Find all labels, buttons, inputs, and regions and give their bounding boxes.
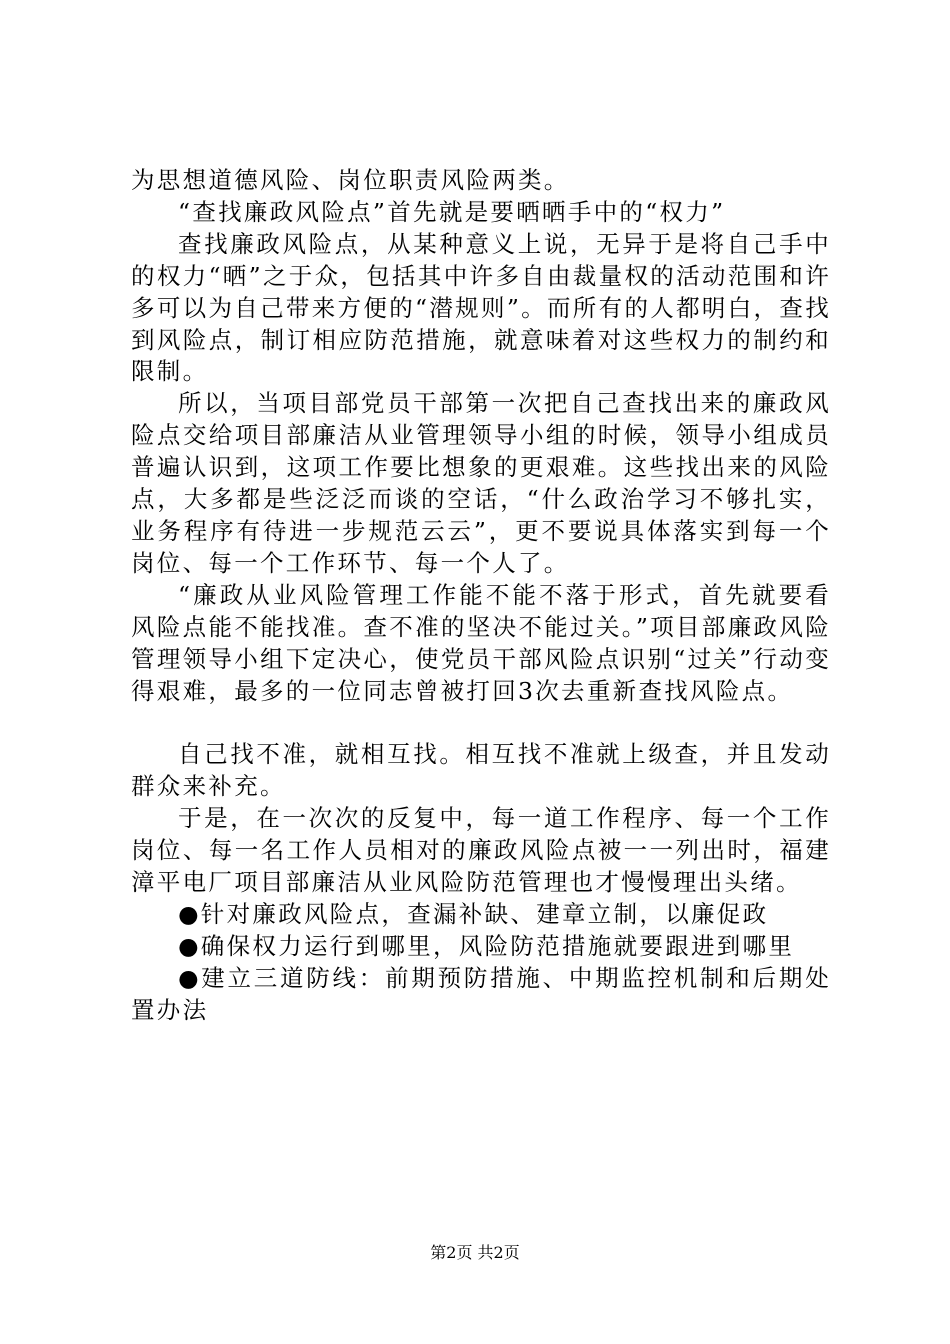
section-heading: “查找廉政风险点”首先就是要晒晒手中的“权力” bbox=[178, 197, 726, 226]
paragraph-1: 为思想道德风险、岗位职责风险两类。 bbox=[131, 166, 570, 194]
paragraph-4: “廉政从业风险管理工作能不能不落于形式，首先就要看风险点能不能找准。查不准的坚决不能过关。”项目部廉政风险管理领导小组下定决心，使党员干部风险点识别“过关”行动变得艰难，最多的一位同志曾被打回3次去重新查找风险点。 bbox=[131, 580, 831, 705]
paragraph-3: 所以，当项目部党员干部第一次把自己查找出来的廉政风险点交给项目部廉洁从业管理领导小组的时候，领导小组成员普遍认识到，这项工作要比想象的更艰难。这些找出来的风险点，大多都是些泛泛而谈的空话，“什么政治学习不够扎实，业务程序有待进一步规范云云”，更不要说具体落实到每一个岗位、每一个工作环节、每一个人了。 bbox=[131, 389, 831, 577]
blank-line bbox=[131, 707, 831, 739]
page-number: 第2页 共2页 bbox=[430, 1243, 520, 1262]
paragraph-5: 自己找不准，就相互找。相互找不准就上级查，并且发动群众来补充。 bbox=[131, 740, 831, 801]
bullet-item-1: ●针对廉政风险点，查漏补缺、建章立制，以廉促政 bbox=[178, 899, 769, 928]
bullet-item-2: ●确保权力运行到哪里，风险防范措施就要跟进到哪里 bbox=[178, 931, 795, 960]
paragraph-6: 于是，在一次次的反复中，每一道工作程序、每一个工作岗位、每一名工作人员相对的廉政风险点被一一列出时，福建漳平电厂项目部廉洁从业风险防范管理也才慢慢理出头绪。 bbox=[131, 804, 831, 896]
paragraph-2: 查找廉政风险点，从某种意义上说，无异于是将自己手中的权力“晒”之于众，包括其中许多自由裁量权的活动范围和许多可以为自己带来方便的“潜规则”。而所有的人都明白，查找到风险点，制订相应防范措施，就意味着对这些权力的制约和限制。 bbox=[131, 229, 831, 386]
document-body bbox=[131, 165, 831, 1026]
bullet-item-3: ●建立三道防线：前期预防措施、中期监控机制和后期处置办法 bbox=[131, 963, 831, 1024]
